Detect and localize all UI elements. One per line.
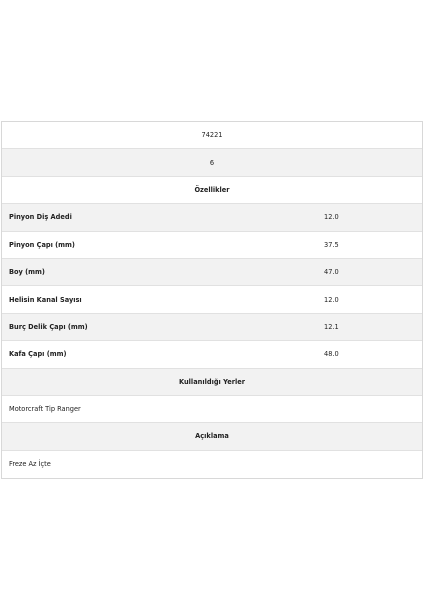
usage-text: Motorcraft Tip Ranger — [9, 405, 81, 414]
specs-section-header — [2, 177, 422, 204]
spec-label: Boy (mm) — [9, 268, 45, 277]
spec-value: 47.0 — [324, 268, 339, 277]
description-row — [2, 451, 422, 478]
spec-row — [2, 286, 422, 313]
specs-title: Özellikler — [194, 185, 230, 194]
product-count: 6 — [209, 158, 215, 167]
spec-label: Helisin Kanal Sayısı — [9, 295, 82, 304]
product-code-row — [2, 122, 422, 149]
description-title: Açıklama — [195, 432, 229, 441]
spec-row — [2, 314, 422, 341]
spec-value: 37.5 — [324, 240, 339, 249]
usage-row — [2, 396, 422, 423]
spec-row — [2, 259, 422, 286]
spec-row — [2, 232, 422, 259]
spec-row — [2, 204, 422, 231]
product-code: 74221 — [201, 131, 223, 140]
usage-title: Kullanıldığı Yerler — [178, 377, 245, 386]
spec-value: 12.0 — [324, 295, 339, 304]
spec-label: Burç Delik Çapı (mm) — [9, 322, 88, 331]
description-section-header — [2, 423, 422, 450]
spec-value: 48.0 — [324, 350, 339, 359]
spec-label: Pinyon Çapı (mm) — [9, 240, 75, 249]
usage-section-header — [2, 369, 422, 396]
product-spec-table — [1, 121, 423, 479]
description-text: Freze Az İçte — [9, 460, 51, 469]
product-count-row — [2, 149, 422, 176]
spec-value: 12.0 — [324, 213, 339, 222]
spec-value: 12.1 — [324, 322, 339, 331]
spec-label: Pinyon Diş Adedi — [9, 213, 72, 222]
spec-row — [2, 341, 422, 368]
spec-label: Kafa Çapı (mm) — [9, 350, 67, 359]
